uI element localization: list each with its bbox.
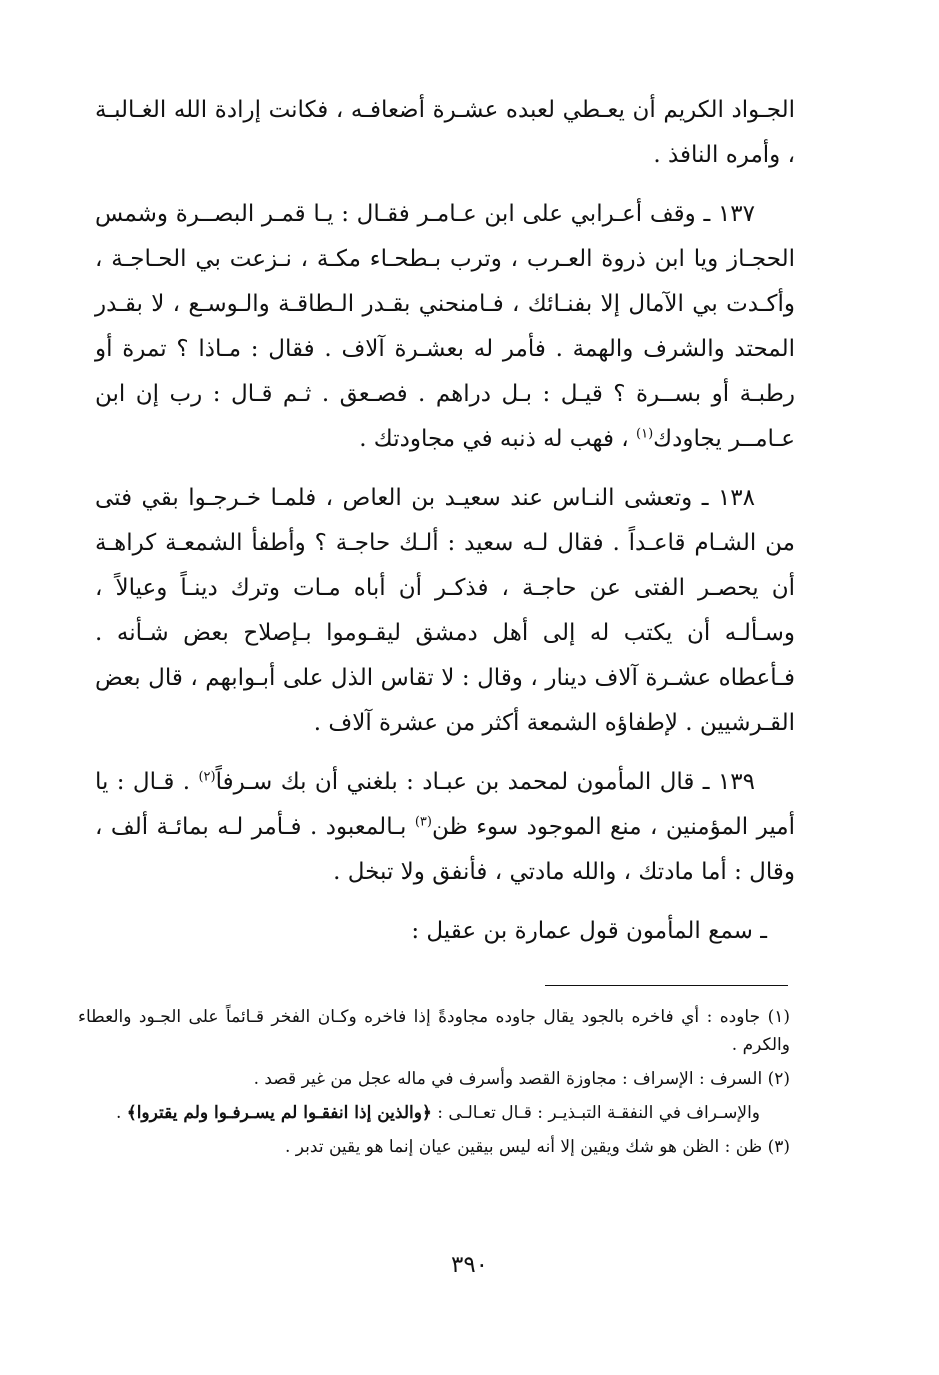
footnote-3 xyxy=(78,1133,790,1161)
footnote-marker: (١) xyxy=(636,426,654,442)
footnote-text: (٣) ظن : الظن هو شك ويقين إلا أنه ليس بيقين عيان إنما هو يقين تدبر . xyxy=(284,1137,790,1157)
paragraph-text-end: بـالمعبود . فـأمر لـه بمائـة ألف ، وقال : أما مادتك ، والله مادتي ، فأنفق ولا تبخل . xyxy=(95,814,795,885)
footnote-2 xyxy=(78,1065,790,1093)
paragraph-139 xyxy=(95,760,795,895)
paragraph-text: ١٣٨ ـ وتعشى النـاس عند سعيـد بن العاص ، فلمـا خـرجـوا بقي فتى من الشـام قاعـداً . فقال لـه سعيد : ألـك حاجـة ؟ وأطفأ الشمعـة كراهـة أن يحصـر الفتى عن حاجـة ، فذكـر أن أباه مـات وترك دينـاً وعيالاً ، وسـألـه أن يكتب له إلى أهل دمشق ليقـوموا بـإصلاح بعض شـأنه . فـأعطاه عشـرة آلاف دينار ، وقال : لا تقاس الذل على أبـوابهم ، قال بعض القـرشيين . لإطفاؤه الشمعة أكثر من عشرة آلاف . xyxy=(95,485,795,736)
footnote-marker: (٣) xyxy=(414,814,432,830)
paragraph-text: ١٣٩ ـ قال المأمون لمحمد بن عبـاد : بلغني أن بك سـرفاً xyxy=(215,769,755,795)
main-text xyxy=(95,88,795,954)
paragraph-verse-intro xyxy=(95,909,795,954)
page-number: ٣٩٠ xyxy=(450,1252,489,1278)
footnote-separator xyxy=(545,985,788,986)
paragraph-continuation xyxy=(95,88,795,178)
paragraph-text: ـ سمع المأمون قول عمارة بن عقيل : xyxy=(411,918,767,944)
paragraph-text: الجـواد الكريم أن يعـطي لعبده عشـرة أضعافـه ، فكانت إرادة الله الغـالبـة ، وأمره النافذ . xyxy=(95,97,795,168)
footnote-2-continuation xyxy=(78,1099,790,1127)
paragraph-138 xyxy=(95,476,795,746)
footnote-1 xyxy=(78,1003,790,1059)
quran-verse: ﴿والذين إذا انفقـوا لم يسـرفـوا ولم يقتروا﴾ xyxy=(126,1103,432,1123)
footnote-text-end: . xyxy=(115,1103,127,1123)
footnote-marker: (٢) xyxy=(198,769,216,785)
footnote-text: والإسـراف في النفقـة التبـذيـر : قـال تعـالـى : xyxy=(431,1103,760,1123)
footnote-text: (١) جاوده : أي فاخره بالجود يقال جاوده مجاودةً إذا فاخره وكـان الفخر قـائماً على الجـود والعطاء والكرم . xyxy=(78,1007,790,1055)
paragraph-text: ١٣٧ ـ وقف أعـرابي على ابن عـامـر فقـال : يـا قمـر البصــرة وشمس الحجـاز ويا ابن ذروة العـرب ، وترب بـطحـاء مكـة ، نـزعت بي الحـاجـة ، وأكـدت بي الآمال إلا بفنـائك ، فـامنحني بقـدر الـطاقـة والـوسـع ، لا بقـدر المحتد والشرف والهمة . فأمر له بعشـرة آلاف . فقال : مـاذا ؟ تمرة أو رطبـة أو بســرة ؟ قيـل : بـل دراهم . فصـعق . ثـم قـال : رب إن ابن عـامــر يجاودك xyxy=(95,201,795,452)
footnotes xyxy=(78,1003,790,1167)
paragraph-text-mid: . قـال : يا أمير المؤمنين ، منع الموجود سوء ظن xyxy=(95,769,795,840)
footnote-text: (٢) السرف : الإسراف : مجاوزة القصد وأسرف في ماله عجل من غير قصد . xyxy=(253,1069,790,1089)
paragraph-137 xyxy=(95,192,795,462)
paragraph-text-end: ، فهب له ذنبه في مجاودتك . xyxy=(359,426,637,452)
